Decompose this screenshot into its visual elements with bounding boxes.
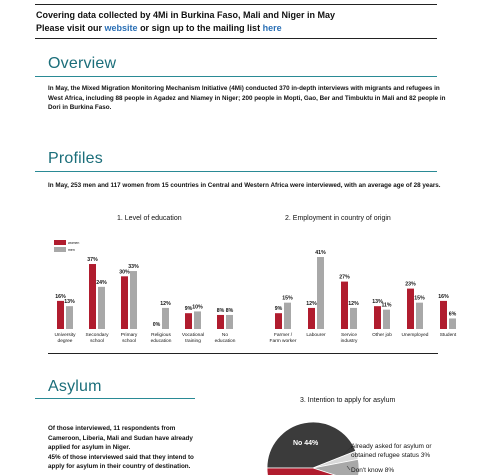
data-label: 0% (152, 322, 161, 328)
legend-swatch-men (54, 247, 66, 252)
tick-label: Other job (372, 333, 392, 338)
profiles-title: Profiles (48, 150, 103, 167)
tick-label: University (54, 333, 76, 338)
bar-women (57, 301, 64, 329)
overview-title: Overview (48, 55, 117, 72)
bar-women (407, 289, 414, 329)
tick-label: degree (57, 339, 73, 344)
data-label: 12% (160, 300, 171, 307)
pie-label-no: No 44% (293, 440, 319, 447)
asylum-rule (35, 398, 195, 399)
profiles-rule (35, 171, 437, 172)
data-label: 33% (128, 264, 139, 271)
asylum-line-1: Of those interviewed, 11 respondents from (48, 425, 176, 432)
bar-men (98, 287, 105, 329)
profiles-bottom-rule (48, 353, 438, 354)
tick-label: Labourer (306, 333, 326, 338)
data-label: 8% (225, 307, 234, 314)
bar-women (440, 301, 447, 329)
pie-label-dont-know: Don't know 8% (351, 467, 395, 474)
data-label: 9% (184, 306, 193, 313)
website-link[interactable]: website (104, 23, 138, 33)
data-label: 8% (216, 307, 225, 314)
tick-label: school (122, 339, 136, 344)
data-label: 30% (119, 269, 130, 276)
header-line-2: Please visit our website or sign up to the mailing list here (36, 23, 282, 33)
tick-label: No (221, 333, 229, 338)
bar-women (185, 313, 192, 329)
asylum-line-3: applied for asylum in Niger. (48, 444, 131, 451)
tick-label: Secondary (85, 333, 109, 338)
bar-women (308, 308, 315, 329)
bar-men (66, 306, 73, 329)
bar-men (284, 303, 291, 329)
tick-label: education (214, 339, 236, 344)
bar-women (89, 264, 96, 329)
bar-men (317, 257, 324, 329)
tick-label: training (185, 339, 201, 344)
data-label: 13% (64, 299, 75, 306)
bar-men (194, 311, 201, 329)
bar-women (121, 276, 128, 329)
data-label: 12% (348, 300, 359, 307)
tick-label: Farm worker (269, 339, 297, 344)
tick-label: Religious (151, 333, 171, 338)
data-label: 41% (315, 250, 326, 256)
bar-men (130, 271, 137, 329)
tick-label: Service (341, 333, 357, 338)
tick-label: Unemployed (401, 333, 429, 338)
data-label: 6% (448, 311, 457, 318)
data-label: 23% (405, 281, 416, 288)
tick-label: Vocational (181, 333, 205, 338)
tick-label: Farmer / (273, 333, 293, 338)
tick-label: Primary (120, 333, 138, 338)
bar-men (449, 318, 456, 329)
asylum-line-2: Cameroon, Liberia, Mali and Sudan have already (48, 434, 193, 442)
legend-swatch-women (54, 240, 66, 245)
pie-label-already: Already asked for asylum or (351, 443, 432, 450)
bar-men (162, 308, 169, 329)
asylum-line-5: apply for asylum in their country of destination. (48, 463, 191, 470)
legend-label-women: women (68, 241, 80, 245)
bar-women (275, 313, 282, 329)
employment-chart-title: 2. Employment in country of origin (285, 215, 391, 222)
overview-rule (35, 76, 437, 77)
data-label: 27% (339, 274, 350, 281)
tick-label: Student (439, 333, 457, 338)
asylum-title: Asylum (48, 378, 102, 395)
header-line-1: Covering data collected by 4Mi in Burkina Faso, Mali and Niger in May (36, 10, 336, 20)
employment-chart (263, 232, 473, 350)
overview-text: In May, the Mixed Migration Monitoring Mechanism Initiative (4Mi) conducted 370 in-depth interviews with migrants and refugees in West Africa, including 88 people in Agadez and Niamey in Niger; 200 people in Mopti, Gao, Ber and Timbuktu in Mali and 82 people in Dori in Burkina Faso. (48, 85, 446, 111)
data-label: 16% (55, 293, 66, 300)
data-label: 13% (372, 299, 383, 306)
asylum-text (48, 424, 248, 472)
profiles-text: In May, 253 men and 117 women from 15 countries in Central and Western Africa were interviewed, with an average age of 28 years. (48, 182, 441, 189)
legend-label-men: men (68, 248, 75, 252)
pie-label-already: obtained refugee status 3% (351, 452, 431, 459)
tick-label: industry (340, 339, 358, 344)
data-label: 9% (274, 306, 283, 313)
asylum-line-4: 45% of those interviewed said that they intend to (48, 453, 194, 461)
bar-women (374, 306, 381, 329)
data-label: 10% (192, 304, 203, 311)
asylum-pie-chart (255, 410, 500, 475)
bar-men (416, 303, 423, 329)
bar-men (350, 308, 357, 329)
data-label: 15% (282, 295, 293, 302)
tick-label: education (150, 339, 172, 344)
top-rule (35, 4, 437, 5)
data-label: 12% (306, 300, 317, 307)
header-bottom-rule (35, 38, 437, 39)
education-chart-title: 1. Level of education (117, 215, 182, 222)
bar-men (383, 310, 390, 329)
mailing-list-link[interactable]: here (262, 23, 282, 33)
tick-label: school (90, 339, 104, 344)
bar-women (217, 315, 224, 329)
data-label: 24% (96, 279, 107, 286)
data-label: 11% (381, 302, 392, 309)
data-label: 37% (87, 257, 98, 264)
data-label: 16% (438, 293, 449, 300)
bar-women (341, 282, 348, 329)
bar-men (226, 315, 233, 329)
asylum-chart-title: 3. Intention to apply for asylum (300, 397, 396, 404)
data-label: 15% (414, 295, 425, 302)
education-chart (52, 232, 252, 350)
